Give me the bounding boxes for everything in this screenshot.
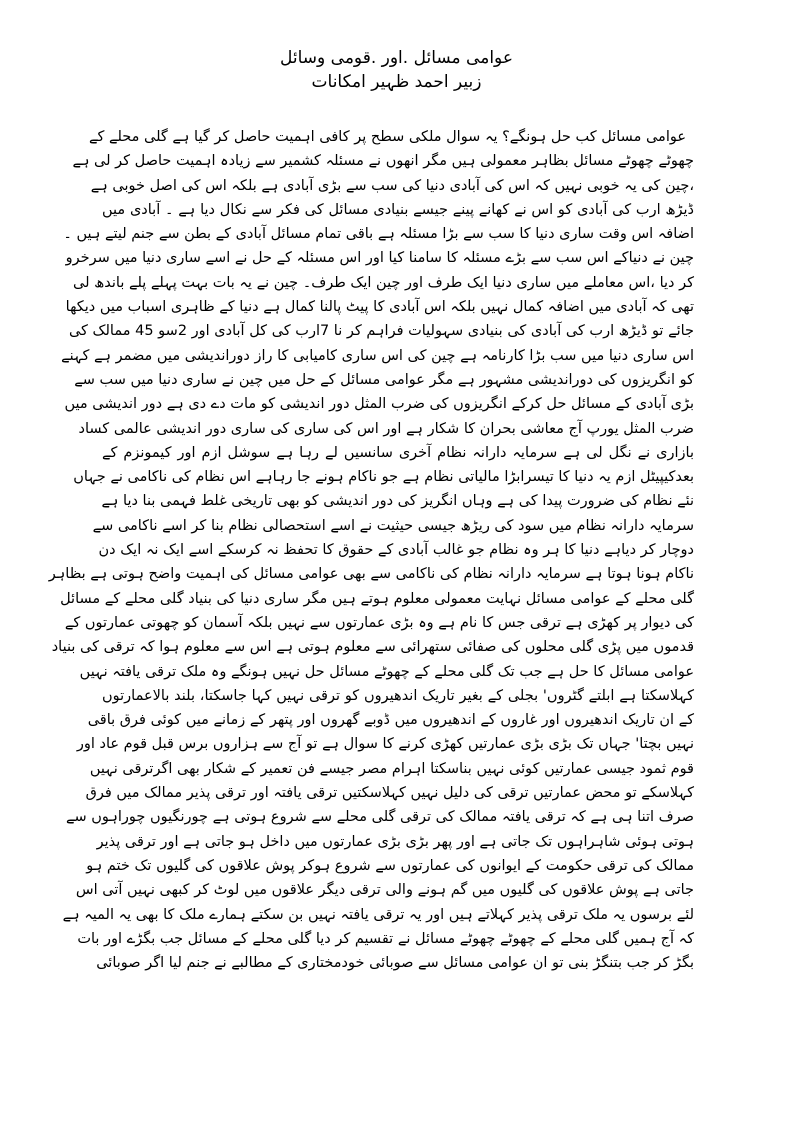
text-line: اس ساری دنیا میں سب بڑا کارنامہ ہے چین کی اس ساری کامیابی کا راز دوراندیشی میں مضمر ہے کہنے [61, 347, 694, 364]
text-line: نہیں بچتا' جہاں تک بڑی بڑی عمارتیں کھڑی کرنے کا سوال ہے تو آج سے ہزاروں برس قبل قوم عاد اور [76, 736, 694, 753]
text-line: ممالک کی ترقی حکومت کے ایوانوں کی عمارتوں سے شروع ہوکر پوش علاقوں کی گلیوں تک ختم ہو [86, 857, 694, 874]
text-line: عوامی مسائل کا حل ہے جب تک گلی محلے کے چھوٹے مسائل حل نہیں ہونگے وہ ملک ترقی یافتہ نہیں [79, 663, 694, 680]
text-line: چین نے دنیاکے اس سب سے بڑے مسئلہ کا سامنا کیا اور اس مسئلہ کے حل نے اسے ساری دنیا میں سرخرو [65, 250, 694, 267]
text-line: قوم ثمود جیسی عمارتیں کوئی نہیں بناسکتا اہرام مصر جیسے فن تعمیر کے شکار بھی اگرترقی نہیں [89, 760, 694, 777]
text-line: بعدکیپیٹل ازم یہ دنیا کا تیسرابڑا مالیاتی نظام ہے جو ناکام ہونے جا رہاہے اس نظام کی ناکامی نے جہاں [73, 469, 694, 486]
text-line: کہلاسکتا ہے ابلتے گٹروں' بجلی کے بغیر تاریک اندھیروں کو ترقی نہیں کہا جاسکتا، بلند بالاعمارتوں [102, 687, 694, 704]
text-line: ہوتی ہوئی شاہراہوں تک جاتی ہے اور پھر بڑی بڑی عمارتوں میں داخل ہو جاتی ہے اور ترقی پذیر [96, 833, 694, 850]
text-line: ڈیڑھ ارب کی آبادی کو اس نے کھانے پینے جیسے بنیادی مسائل کی فکر سے نکال دیا ہے ۔ آبادی میں [102, 201, 694, 218]
text-line: دوچار کر دیاہے دنیا کا ہر وہ نظام جو غالب آبادی کے حقوق کا تحفظ نہ کرسکے اسے ایک نہ ایک دن [98, 542, 694, 559]
text-line: صرف اتنا ہی ہے کہ ترقی یافتہ ممالک کی ترقی گلی محلے سے شروع ہوتی ہے چورنگیوں چوراہوں سے [66, 809, 694, 826]
text-line: کہ آج ہمیں گلی محلے کے چھوٹے چھوٹے مسائل نے تقسیم کر دیا گلی محلے کے مسائل جب بگڑے اور بات [77, 930, 694, 947]
text-line: چھوٹے چھوٹے مسائل بظاہر معمولی ہیں مگر انھوں نے مسئلہ کشمیر سے زیادہ اہمیت حاصل کر لی ہے [72, 153, 694, 170]
text-line: کی دیوار پر کھڑی ہے ترقی جس کا نام ہے وہ بڑی عمارتوں سے نہیں بلکہ آسمان کو چھوتی عمارتوں کے [64, 614, 694, 631]
text-line: ،چین کی یہ خوبی نہیں کہ اس کی آبادی دنیا کی سب سے بڑی آبادی ہے بلکہ اس کی اصل خوبی ہے [90, 177, 694, 194]
text-line: قدموں میں پڑی گلی محلوں کی صفائی ستھرائی سے معلوم ہوتی ہے اس سے معلوم ہوا کہ ترقی کی بنیاد [51, 639, 694, 656]
document-title: عوامی مسائل .اور .قومی وسائل [280, 48, 513, 68]
text-line: جاتی ہے پوش علاقوں کی گلیوں میں گم ہونے والی ترقی دیگر علاقوں میں لوٹ کر کبھی نہیں آتی اس [75, 882, 694, 899]
text-line: کے ان تاریک اندھیروں اور غاروں کے اندھیروں میں ڈوبے گھروں اور پتھر کے زمانے میں کوئی فرق باقی [87, 712, 694, 729]
text-line: لئے برسوں یہ ملک ترقی پذیر کہلاتے ہیں اور یہ ترقی یافتہ نہیں بن سکتے ہمارے ملک کا بھی یہ المیہ ہے [62, 906, 694, 923]
document-header [0, 46, 793, 94]
text-line: بگڑ کر جب بتنگڑ بنی تو ان عوامی مسائل سے صوبائی خودمختاری کے مطالبے نے جنم لیا اگر صوبائی [96, 955, 694, 972]
text-line: کہلاسکے تو محض عمارتیں ترقی کی دلیل نہیں کہلاسکتیں ترقی یافتہ اور ترقی پذیر ممالک میں فرق [85, 785, 694, 802]
text-line: بازاری نے نگل لی ہے سرمایہ دارانہ نظام آخری سانسیں لے رہا ہے سوشل ازم اور کیمونزم کے [102, 444, 694, 461]
text-line: نئے نظام کی ضرورت پیدا کی ہے وہاں انگریز کی دور اندیشی کو بھی تاریخی غلط فہمی بنا دیا ہے [101, 493, 694, 510]
text-line: سرمایہ دارانہ نظام میں سود کی ریڑھ جیسی حیثیت نے اسے استحصالی نظام بنا کر اسے ناکامی سے [92, 517, 694, 534]
text-line: بڑی آبادی کے مسائل حل کرکے انگریزوں کی ضرب المثل دور اندیشی کو مات دے دی ہے دور اندیشی میں [64, 396, 694, 413]
text-line: تھی کہ آبادی میں اضافہ کمال نہیں بلکہ اس آبادی کا پیٹ پالنا کمال ہے دنیا کے ظاہری اسباب میں دیکھا [65, 299, 694, 316]
text-line: کر دیا ،اس معاملے میں ساری دنیا ایک طرف اور چین ایک طرف۔ چین نے یہ بات بہت پہلے پلے باندھ لی [73, 274, 694, 291]
document-author: زبیر احمد ظہیر امکانات [311, 72, 482, 92]
text-line: گلی محلے کے عوامی مسائل نہایت معمولی معلوم ہوتے ہیں مگر ساری دنیا کی بنیاد گلی محلے کے مسائل [60, 590, 694, 607]
text-line: ضرب المثل یورپ آج معاشی بحران کا شکار ہے اور اس کی ساری کی ساری دور اندیشی عالمی کساد [78, 420, 694, 437]
text-line: عوامی مسائل کب حل ہونگے؟ یہ سوال ملکی سطح پر کافی اہمیت حاصل کر گیا ہے گلی محلے کے [88, 129, 686, 145]
text-line: ناکام ہونا ہوتا ہے سرمایہ دارانہ نظام کی ناکامی سے بھی عوامی مسائل کی اہمیت واضح ہوتی ہے بظاہر [48, 566, 694, 583]
text-line: کو انگریزوں کی دوراندیشی مشہور ہے مگر عوامی مسائل کے حل میں چین نے ساری دنیا میں سب سے [74, 371, 694, 388]
text-line: اضافہ اس وقت ساری دنیا کا سب سے بڑا مسئلہ ہے باقی تمام مسائل آبادی کے بطن سے جنم لیتے ہیں ۔ [63, 226, 694, 243]
text-line: جائے تو ڈیڑھ ارب کی آبادی کی بنیادی سہولیات فراہم کر نا 7ارب کی کل آبادی اور 2سو 45 ممالک کی [68, 323, 694, 340]
article-body [48, 125, 694, 975]
